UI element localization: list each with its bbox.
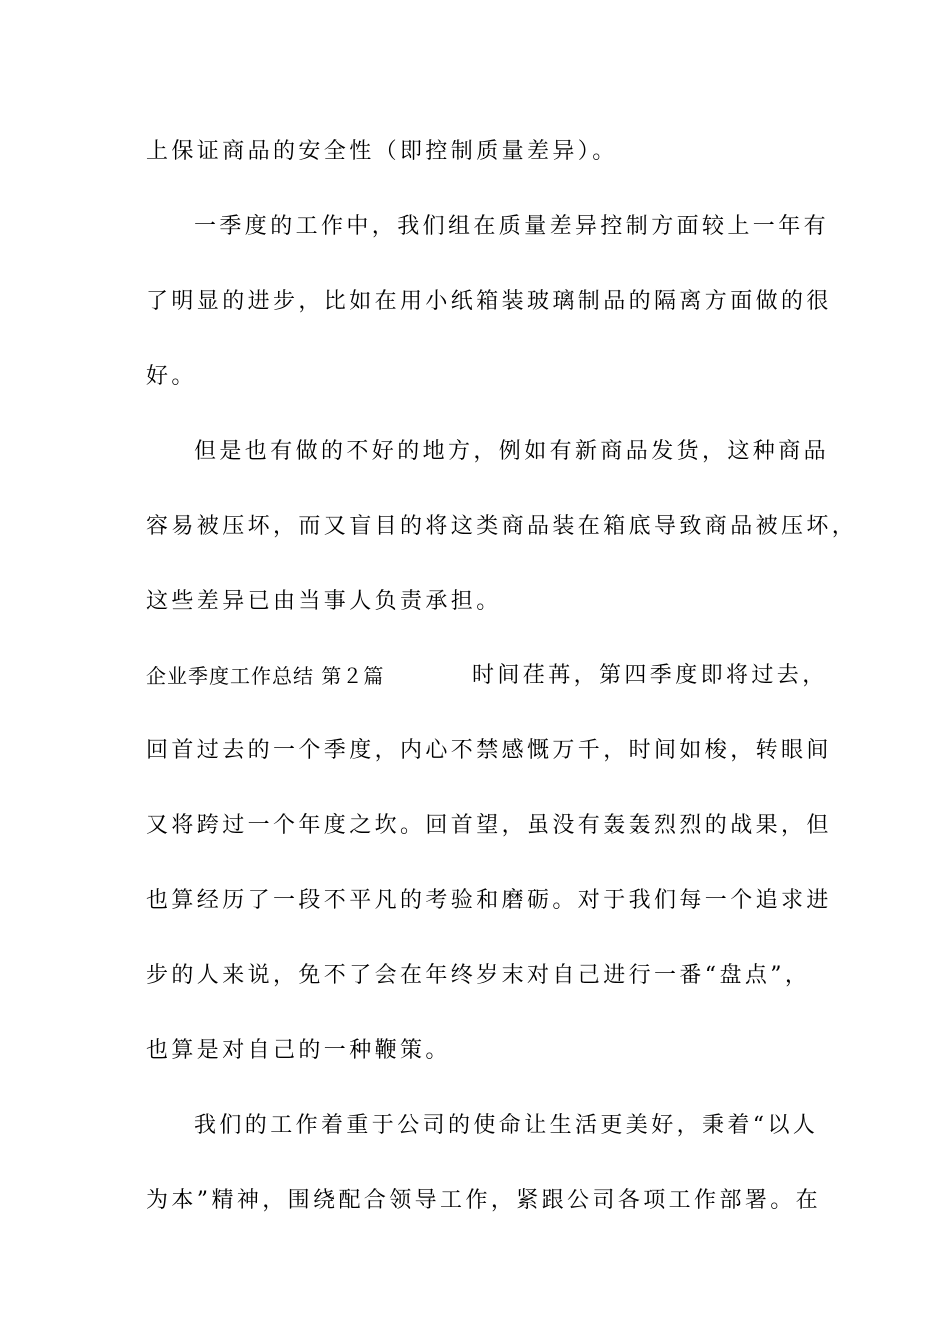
text-line: 也算经历了一段不平凡的考验和磨砺。对于我们每一个追求进 [146,888,832,913]
paragraph-first-line: 一季度的工作中，我们组在质量差异控制方面较上一年有 [194,214,830,239]
text-line: 步的人来说，免不了会在年终岁末对自己进行一番“盘点”， [146,963,811,988]
text-line: 这些差异已由当事人负责承担。 [146,589,502,614]
text-line: 又将跨过一个年度之坎。回首望，虽没有轰轰烈烈的战果，但 [146,813,832,838]
section-first-line: 时间荏苒，第四季度即将过去， [472,663,828,688]
text-line: 为本”精神，围绕配合领导工作，紧跟公司各项工作部署。在 [146,1188,822,1213]
section-title: 企业季度工作总结 第２篇 [146,664,385,688]
text-line: 也算是对自己的一种鞭策。 [146,1038,451,1063]
text-line: 了明显的进步，比如在用小纸箱装玻璃制品的隔离方面做的很 [146,289,832,314]
section-heading-row [146,661,826,691]
text-line: 回首过去的一个季度，内心不禁感慨万千，时间如梭，转眼间 [146,738,832,763]
text-line: 好。 [146,364,197,389]
paragraph-first-line: 但是也有做的不好的地方，例如有新商品发货，这种商品 [194,439,830,464]
text-line: 容易被压坏，而又盲目的将这类商品装在箱底导致商品被压坏， [146,514,858,539]
paragraph-first-line: 我们的工作着重于公司的使命让生活更美好，秉着“以人 [194,1113,819,1138]
text-line: 上保证商品的安全性（即控制质量差异）。 [146,139,618,164]
